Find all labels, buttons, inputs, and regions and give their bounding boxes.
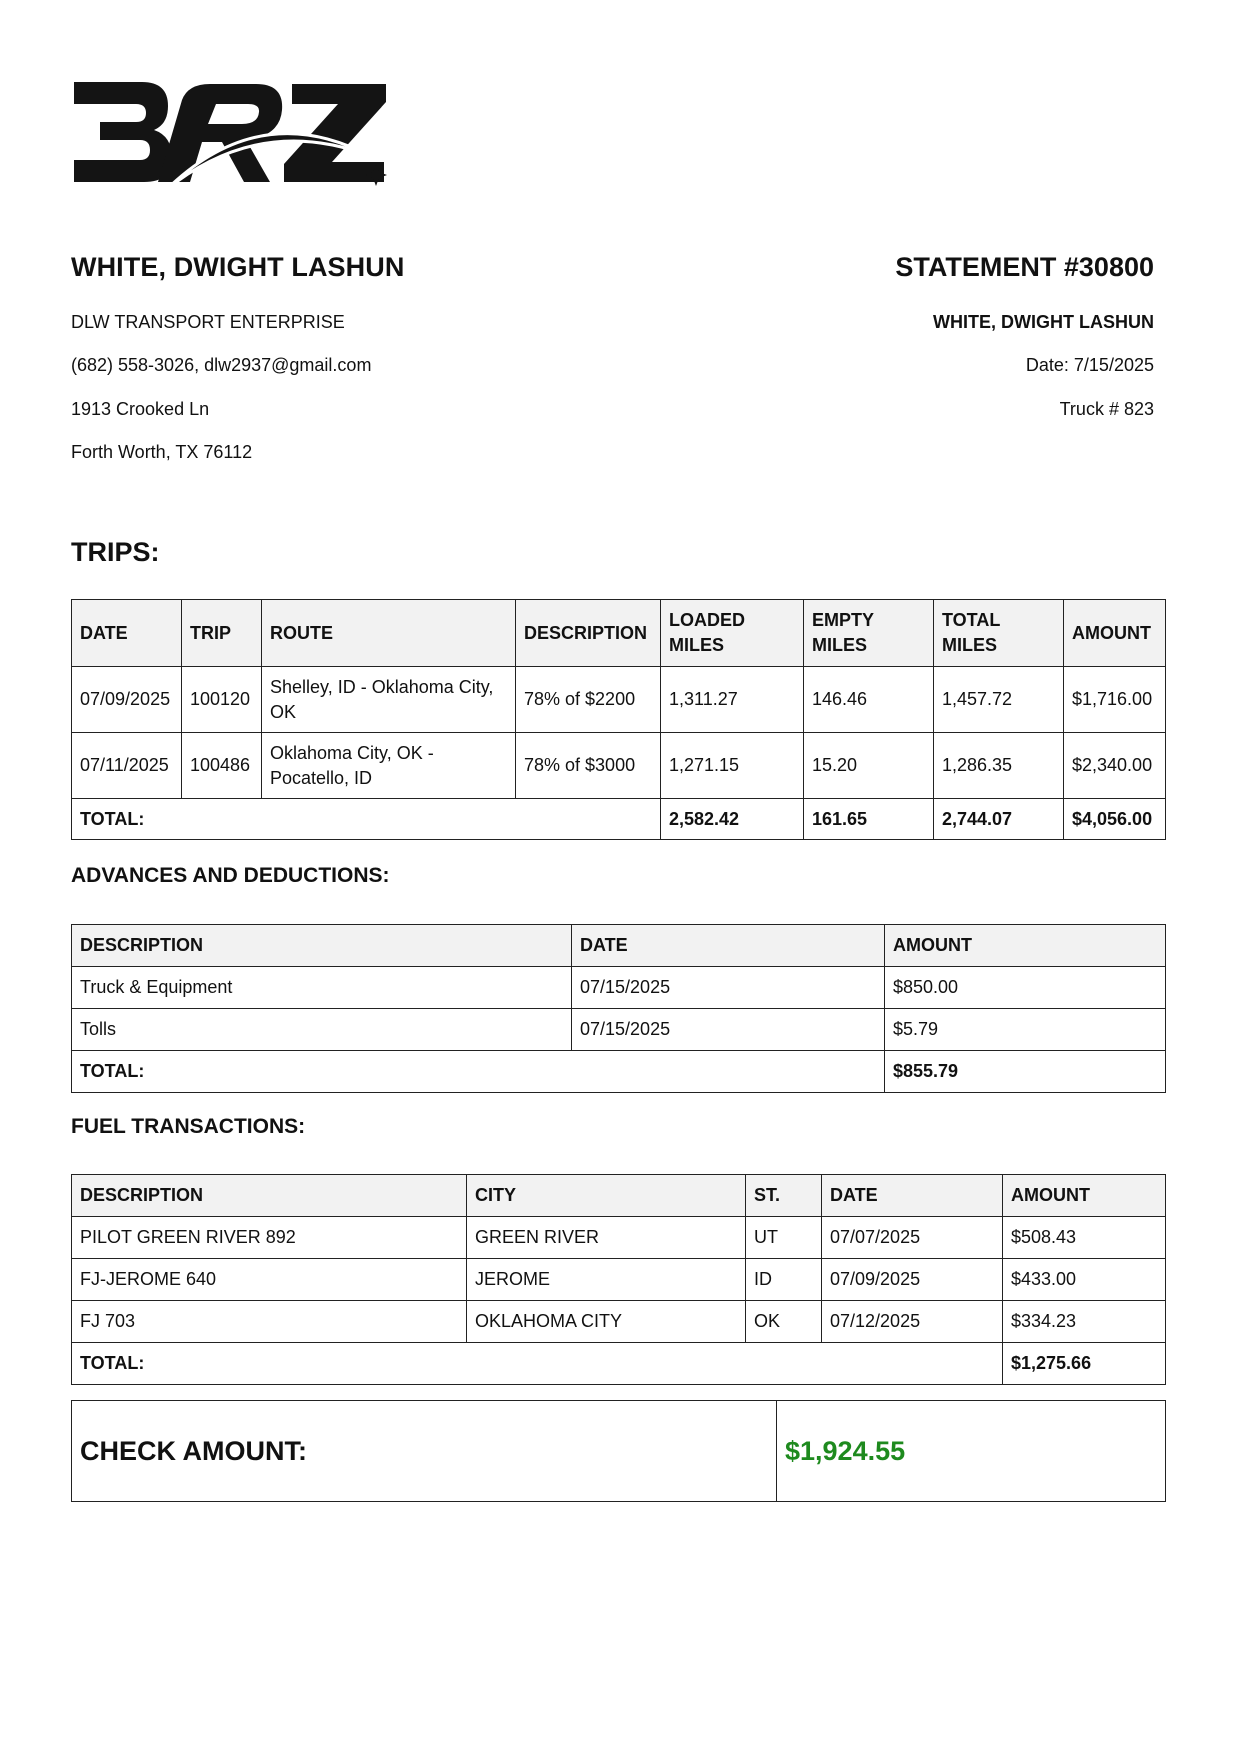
column-header: DATE [72,600,182,667]
column-header: ST. [746,1175,822,1217]
trips-table [71,599,1166,840]
column-header: DESCRIPTION [72,925,572,967]
table-total-row [72,1051,1166,1093]
table-cell: UT [746,1217,822,1259]
check-amount-table [71,1400,1166,1502]
table-cell: 07/09/2025 [72,667,182,733]
table-cell: PILOT GREEN RIVER 892 [72,1217,467,1259]
total-amount: $4,056.00 [1064,799,1166,840]
column-header: AMOUNT [1003,1175,1166,1217]
table-cell: 1,457.72 [934,667,1064,733]
table-cell: 1,286.35 [934,733,1064,799]
table-cell: 07/11/2025 [72,733,182,799]
column-header: DESCRIPTION [516,600,661,667]
column-header: DATE [572,925,885,967]
column-header: DATE [822,1175,1003,1217]
statement-date: Date: 7/15/2025 [1025,355,1154,375]
total-amount: $1,275.66 [1003,1343,1166,1385]
table-cell: Truck & Equipment [72,967,572,1009]
company-name: DLW TRANSPORT ENTERPRISE [71,312,345,332]
table-cell: 146.46 [804,667,934,733]
table-cell: 78% of $3000 [516,733,661,799]
advances-section-title: ADVANCES AND DEDUCTIONS: [71,864,390,887]
table-cell: OKLAHOMA CITY [467,1301,746,1343]
total-total-miles: 2,744.07 [934,799,1064,840]
total-amount: $855.79 [885,1051,1166,1093]
table-cell: 78% of $2200 [516,667,661,733]
statement-driver-name: WHITE, DWIGHT LASHUN [933,312,1154,332]
table-cell: FJ-JEROME 640 [72,1259,467,1301]
table-row [72,733,1166,799]
table-cell: Tolls [72,1009,572,1051]
trips-section-title: TRIPS: [71,537,160,567]
table-row [72,1259,1166,1301]
table-cell: $850.00 [885,967,1166,1009]
table-total-row [72,1343,1166,1385]
table-header-row [72,600,1166,667]
check-amount-label: CHECK AMOUNT: [72,1401,777,1502]
table-cell: 1,311.27 [661,667,804,733]
table-cell: Oklahoma City, OK - Pocatello, ID [262,733,516,799]
column-header: TOTAL MILES [934,600,1064,667]
statement-number-heading: STATEMENT #30800 [895,252,1154,282]
column-header: AMOUNT [1064,600,1166,667]
table-row [72,667,1166,733]
driver-name-heading: WHITE, DWIGHT LASHUN [71,252,405,282]
column-header: DESCRIPTION [72,1175,467,1217]
table-cell: $334.23 [1003,1301,1166,1343]
column-header: ROUTE [262,600,516,667]
table-cell: GREEN RIVER [467,1217,746,1259]
table-row [72,1301,1166,1343]
table-cell: JEROME [467,1259,746,1301]
table-cell: Shelley, ID - Oklahoma City, OK [262,667,516,733]
total-loaded-miles: 2,582.42 [661,799,804,840]
table-cell: $5.79 [885,1009,1166,1051]
table-row [72,1217,1166,1259]
column-header: AMOUNT [885,925,1166,967]
table-total-row [72,799,1166,840]
column-header: CITY [467,1175,746,1217]
check-amount-row [72,1401,1166,1502]
table-header-row [72,925,1166,967]
address-line-1: 1913 Crooked Ln [71,399,210,419]
table-cell: 1,271.15 [661,733,804,799]
total-label: TOTAL: [72,1343,1003,1385]
table-cell: 07/12/2025 [822,1301,1003,1343]
table-cell: 07/09/2025 [822,1259,1003,1301]
total-empty-miles: 161.65 [804,799,934,840]
column-header: EMPTY MILES [804,600,934,667]
fuel-section-title: FUEL TRANSACTIONS: [71,1115,306,1138]
table-header-row [72,1175,1166,1217]
table-cell: $1,716.00 [1064,667,1166,733]
table-cell: 07/07/2025 [822,1217,1003,1259]
fuel-table [71,1174,1166,1385]
table-cell: OK [746,1301,822,1343]
total-label: TOTAL: [72,799,661,840]
table-cell: $508.43 [1003,1217,1166,1259]
table-cell: 15.20 [804,733,934,799]
table-cell: FJ 703 [72,1301,467,1343]
table-row [72,1009,1166,1051]
table-row [72,967,1166,1009]
table-cell: $433.00 [1003,1259,1166,1301]
contact-info: (682) 558-3026, dlw2937@gmail.com [71,355,372,375]
table-cell: 07/15/2025 [572,967,885,1009]
table-cell: 100120 [182,667,262,733]
table-cell: 100486 [182,733,262,799]
table-cell: 07/15/2025 [572,1009,885,1051]
table-cell: $2,340.00 [1064,733,1166,799]
address-line-2: Forth Worth, TX 76112 [71,442,253,462]
check-amount-value: $1,924.55 [777,1401,1166,1502]
advances-table [71,924,1166,1093]
truck-number: Truck # 823 [1059,399,1154,419]
total-label: TOTAL: [72,1051,885,1093]
column-header: LOADED MILES [661,600,804,667]
table-cell: ID [746,1259,822,1301]
column-header: TRIP [182,600,262,667]
brz-logo-icon [70,78,390,198]
